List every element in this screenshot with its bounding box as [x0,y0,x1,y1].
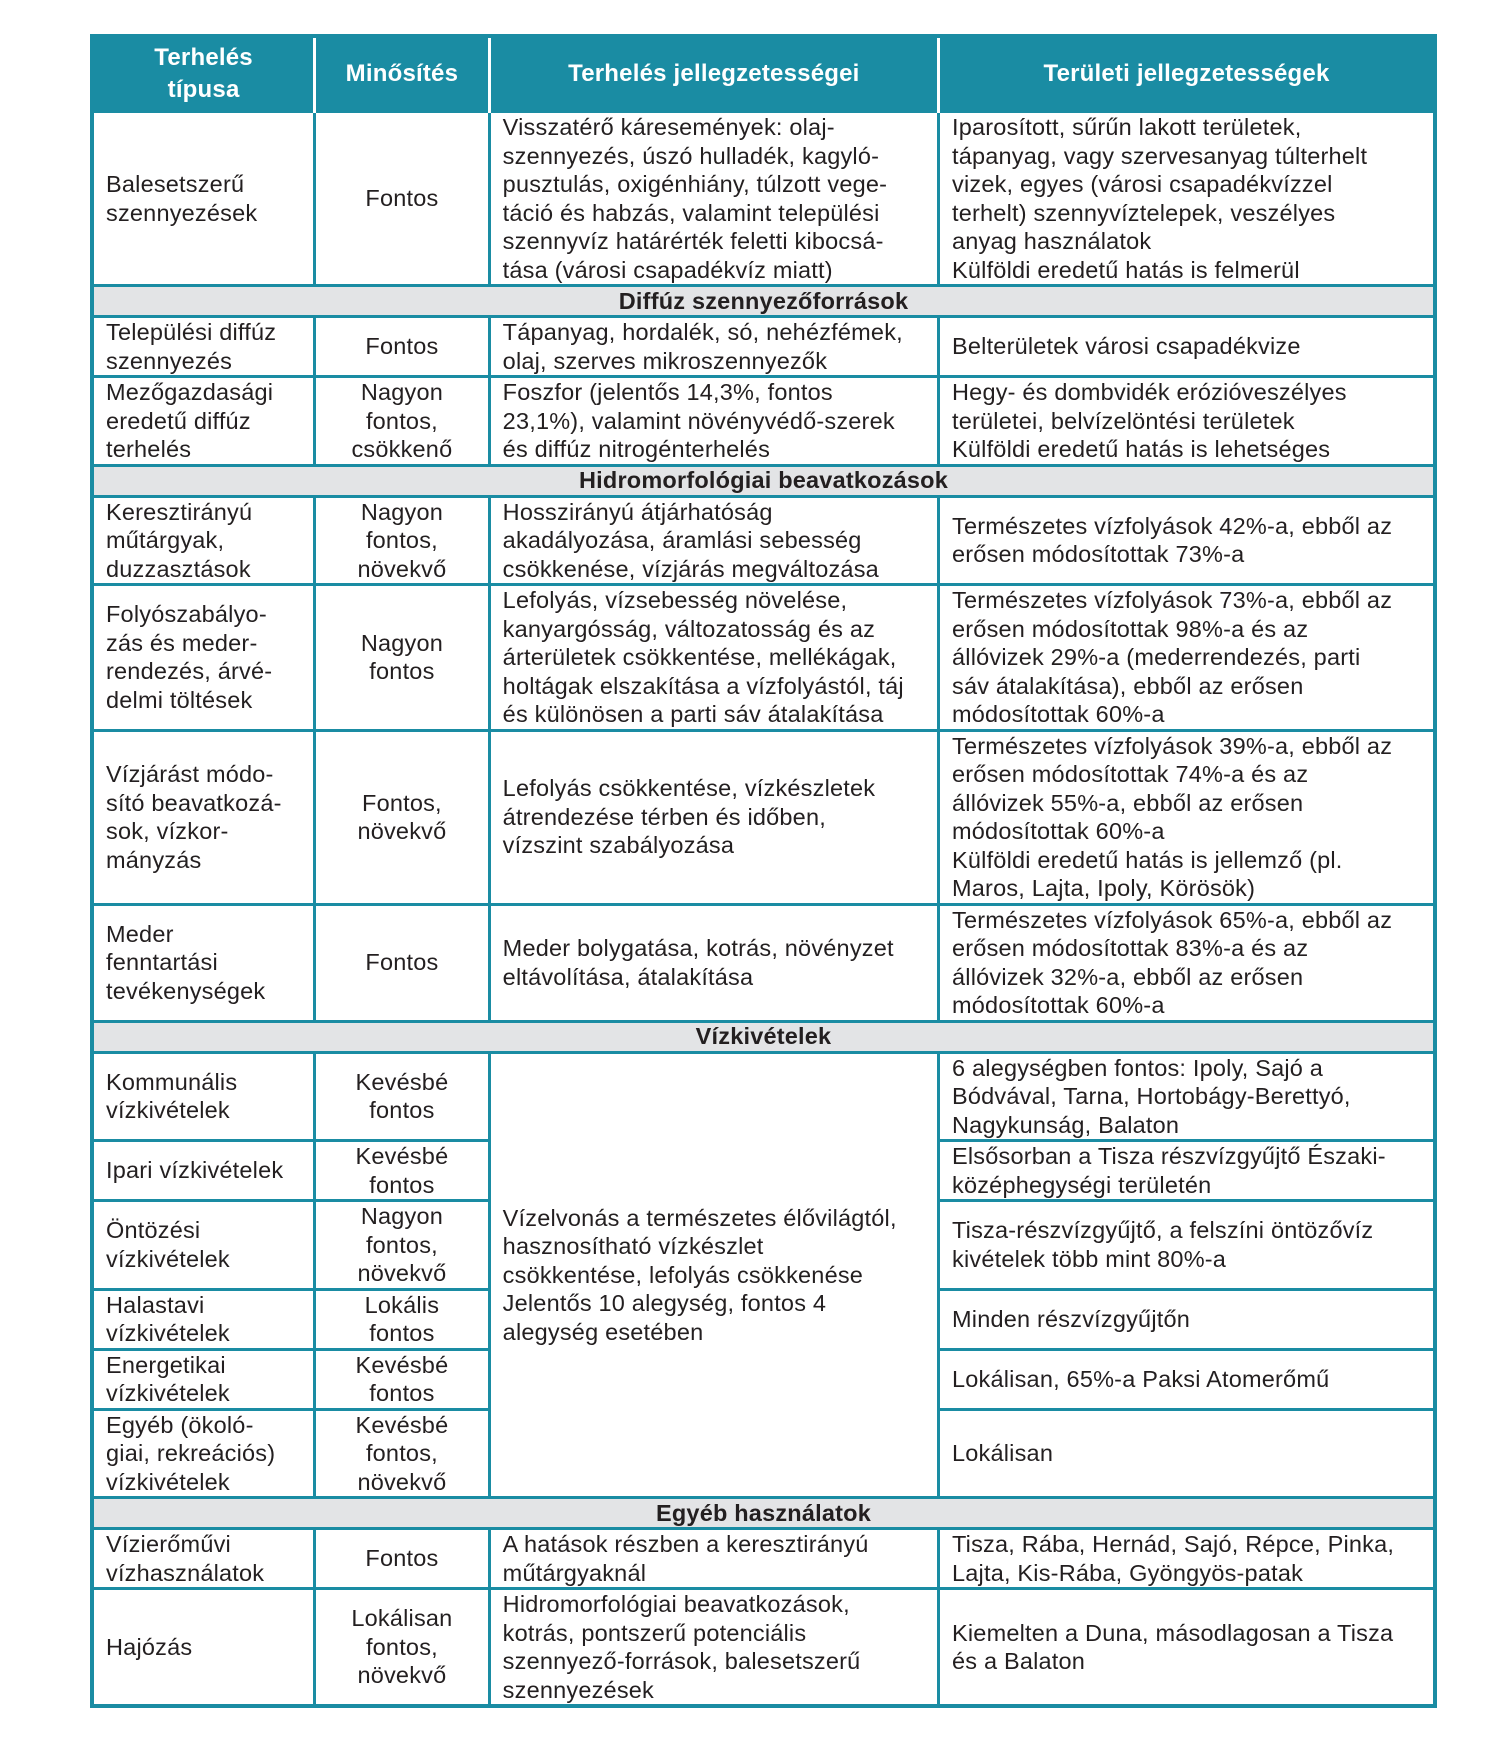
cell-load: Foszfor (jelentős 14,3%, fontos 23,1%), valamint növényvédő-szerek és diffúz nitrogénterhelés [489,377,938,466]
cell-type: Halastavi vízkivételek [92,1289,315,1349]
cell-area: Hegy- és dombvidék erózióveszélyes területei, belvízelöntési területek Külföldi eredetű hatás is lehetséges [939,377,1436,466]
section-title: Egyéb használatok [92,1498,1435,1529]
cell-type: Kommunális vízkivételek [92,1052,315,1141]
table-row [92,904,1435,1021]
cell-area: 6 alegységben fontos: Ipoly, Sajó a Bódvával, Tarna, Hortobágy-Berettyó, Nagykunság, Balaton [939,1052,1436,1141]
cell-type: Meder fenntartási tevékenységek [92,904,315,1021]
table-row [92,1529,1435,1589]
cell-area: Természetes vízfolyások 65%-a, ebből az erősen módosítottak 83%-a és az állóvizek 32%-a, ebből az erősen módosítottak 60%-a [939,904,1436,1021]
cell-area: Természetes vízfolyások 73%-a, ebből az erősen módosítottak 98%-a és az állóvizek 29%-a (mederrendezés, parti sáv átalakítása), ebből az erősen módosítottak 60%-a [939,585,1436,731]
section-title: Vízkivételek [92,1021,1435,1052]
cell-type: Balesetszerű szennyezések [92,112,315,286]
cell-type: Energetikai vízkivételek [92,1349,315,1409]
cell-load: Lefolyás csökkentése, vízkészletek átrendezése térben és időben, vízszint szabályozása [489,730,938,904]
cell-area: Kiemelten a Duna, másodlagosan a Tisza és a Balaton [939,1589,1436,1707]
table-row [92,1589,1435,1707]
cell-area: Lokálisan, 65%-a Paksi Atomerőmű [939,1349,1436,1409]
cell-rating: Nagyon fontos, növekvő [315,1201,490,1290]
cell-rating: Lokálisan fontos, növekvő [315,1589,490,1707]
cell-type: Egyéb (ökoló- giai, rekreációs) vízkivételek [92,1409,315,1498]
cell-type: Települési diffúz szennyezés [92,317,315,377]
header-load: Terhelés jellegzetességei [489,36,938,112]
cell-type: Folyószabályo- zás és meder- rendezés, árvé- delmi töltések [92,585,315,731]
cell-load: Lefolyás, vízsebesség növelése, kanyargósság, változatosság és az árterületek csökkentése, mellékágak, holtágak elszakítása a vízfolyástól, táj és különösen a parti sáv átalakítása [489,585,938,731]
section-row [92,1021,1435,1052]
cell-rating: Nagyon fontos, csökkenő [315,377,490,466]
cell-rating: Lokális fontos [315,1289,490,1349]
table-row [92,377,1435,466]
table-row [92,585,1435,731]
cell-type: Hajózás [92,1589,315,1707]
section-row [92,465,1435,496]
cell-rating: Kevésbé fontos, növekvő [315,1409,490,1498]
cell-area: Természetes vízfolyások 39%-a, ebből az erősen módosítottak 74%-a és az állóvizek 55%-a, ebből az erősen módosítottak 60%-a Külföldi eredetű hatás is jellemző (pl. Maros, Lajta, Ipoly, Körösök) [939,730,1436,904]
cell-type: Mezőgazdasági eredetű diffúz terhelés [92,377,315,466]
section-title: Diffúz szennyezőforrások [92,286,1435,317]
pressure-table [90,34,1437,1708]
cell-load: Hidromorfológiai beavatkozások, kotrás, pontszerű potenciális szennyező-források, balesetszerű szennyezések [489,1589,938,1707]
cell-rating: Fontos [315,317,490,377]
cell-area: Természetes vízfolyások 42%-a, ebből az erősen módosítottak 73%-a [939,496,1436,585]
cell-load: Hosszirányú átjárhatóság akadályozása, áramlási sebesség csökkenése, vízjárás megváltozása [489,496,938,585]
cell-rating: Kevésbé fontos [315,1052,490,1141]
table-row [92,317,1435,377]
cell-load: A hatások részben a keresztirányú műtárgyaknál [489,1529,938,1589]
cell-load: Meder bolygatása, kotrás, növényzet eltávolítása, átalakítása [489,904,938,1021]
cell-area: Minden részvízgyűjtőn [939,1289,1436,1349]
cell-rating: Nagyon fontos [315,585,490,731]
cell-type: Keresztirányú műtárgyak, duzzasztások [92,496,315,585]
header-row [92,36,1435,112]
cell-rating: Nagyon fontos, növekvő [315,496,490,585]
header-rating: Minősítés [315,36,490,112]
section-row [92,286,1435,317]
cell-area: Lokálisan [939,1409,1436,1498]
cell-area: Tisza, Rába, Hernád, Sajó, Répce, Pinka, Lajta, Kis-Rába, Gyöngyös-patak [939,1529,1436,1589]
cell-load: Tápanyag, hordalék, só, nehézfémek, olaj, szerves mikroszennyezők [489,317,938,377]
table-row [92,496,1435,585]
section-row [92,1498,1435,1529]
cell-area: Iparosított, sűrűn lakott területek, tápanyag, vagy szervesanyag túlterhelt vizek, egyes (városi csapadékvízzel terhelt) szennyvíztelepek, veszélyes anyag használatok Külföldi eredetű hatás is felmerül [939,112,1436,286]
table-row [92,1052,1435,1141]
cell-rating: Kevésbé fontos [315,1349,490,1409]
header-type: Terhelés típusa [92,36,315,112]
cell-area: Elsősorban a Tisza részvízgyűjtő Északi- középhegységi területén [939,1141,1436,1201]
cell-rating: Fontos, növekvő [315,730,490,904]
cell-area: Tisza-részvízgyűjtő, a felszíni öntözővíz kivételek több mint 80%-a [939,1201,1436,1290]
section-title: Hidromorfológiai beavatkozások [92,465,1435,496]
table-row [92,112,1435,286]
cell-load: Visszatérő káresemények: olaj- szennyezés, úszó hulladék, kagyló- pusztulás, oxigénhiány, túlzott vege- táció és habzás, valamint települési szennyvíz határérték feletti kibocsá- tása (városi csapadékvíz miatt) [489,112,938,286]
header-area: Területi jellegzetességek [939,36,1436,112]
cell-type: Vízierőművi vízhasználatok [92,1529,315,1589]
cell-load-shared: Vízelvonás a természetes élővilágtól, hasznosítható vízkészlet csökkentése, lefolyás csökkenése Jelentős 10 alegység, fontos 4 alegység esetében [489,1052,938,1498]
table-row [92,730,1435,904]
cell-rating: Fontos [315,904,490,1021]
cell-type: Vízjárást módo- sító beavatkozá- sok, vízkor- mányzás [92,730,315,904]
cell-rating: Kevésbé fontos [315,1141,490,1201]
cell-type: Ipari vízkivételek [92,1141,315,1201]
cell-area: Belterületek városi csapadékvize [939,317,1436,377]
cell-rating: Fontos [315,112,490,286]
cell-type: Öntözési vízkivételek [92,1201,315,1290]
cell-rating: Fontos [315,1529,490,1589]
